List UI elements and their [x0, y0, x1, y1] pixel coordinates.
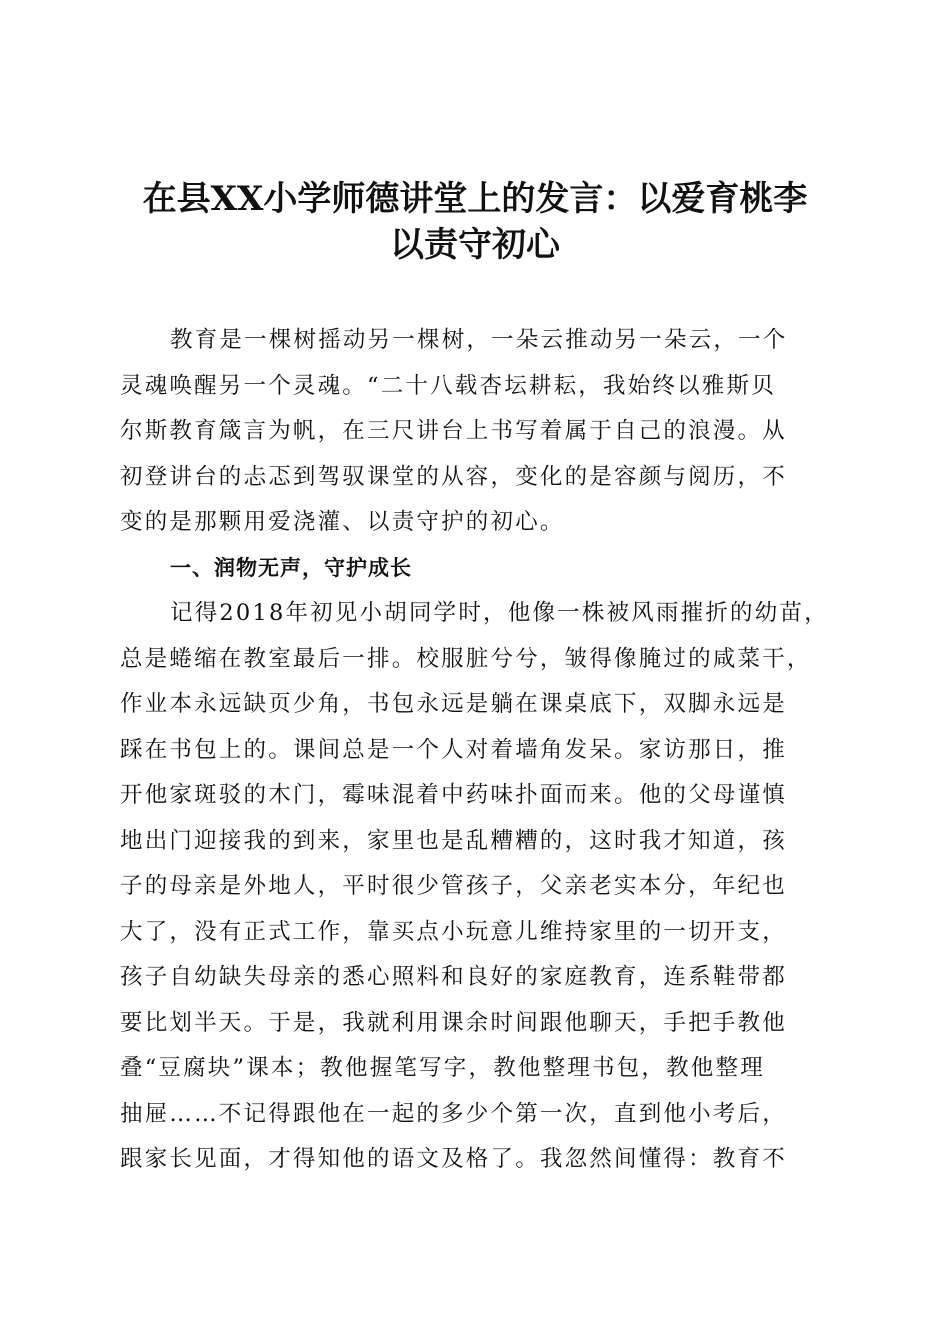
paragraph-2-line: 地出门迎接我的到来，家里也是乱糟糟的，这时我才知道，孩 — [120, 827, 787, 854]
paragraph-1-line: 初登讲台的忐忑到驾驭课堂的从容，变化的是容颜与阅历，不 — [120, 463, 787, 490]
paragraph-2-line: 要比划半天。于是，我就利用课余时间跟他聊天，手把手教他 — [120, 1009, 787, 1036]
document-body — [120, 318, 832, 1183]
paragraph-2-line: 作业本永远缺页少角，书包永远是躺在课桌底下，双脚永远是 — [120, 691, 787, 717]
paragraph-2-line: 记得2018年初见小胡同学时，他像一株被风雨摧折的幼苗， — [170, 600, 829, 626]
paragraph-1-line: 尔斯教育箴言为帆，在三尺讲台上书写着属于自己的浪漫。从 — [120, 418, 787, 444]
paragraph-1-line: 教育是一棵树摇动另一棵树，一朵云推动另一朵云，一个 — [170, 327, 788, 353]
paragraph-2-line: 跟家长见面，才得知他的语文及格了。我忽然间懂得：教育不 — [120, 1146, 787, 1172]
document-title — [110, 176, 840, 268]
title-line-2: 以责守初心 — [390, 225, 560, 265]
paragraph-2-line: 总是蜷缩在教室最后一排。校服脏兮兮，皱得像腌过的咸菜干， — [120, 645, 812, 672]
paragraph-2-line: 叠“豆腐块”课本；教他握笔写字，教他整理书包，教他整理 — [120, 1055, 765, 1081]
paragraph-2-line: 抽屉……不记得跟他在一起的多少个第一次，直到他小考后， — [120, 1100, 787, 1127]
title-line-1: 在县XX小学师德讲堂上的发言：以爱育桃李 — [142, 179, 808, 219]
paragraph-2-line: 开他家斑驳的木门，霉味混着中药味扑面而来。他的父母谨慎 — [120, 782, 787, 808]
paragraph-2-line: 孩子自幼缺失母亲的悉心照料和良好的家庭教育，连系鞋带都 — [120, 964, 787, 990]
paragraph-2-line: 大了，没有正式工作，靠买点小玩意儿维持家里的一切开支， — [120, 918, 787, 945]
section-heading: 一、润物无声，守护成长 — [170, 555, 412, 580]
paragraph-1-line: 变的是那颗用爱浇灌、以责守护的初心。 — [120, 509, 565, 535]
paragraph-2-line: 子的母亲是外地人，平时很少管孩子，父亲老实本分，年纪也 — [120, 873, 787, 899]
paragraph-2-line: 踩在书包上的。课间总是一个人对着墙角发呆。家访那日，推 — [120, 736, 787, 763]
paragraph-1-line: 灵魂唤醒另一个灵魂。“二十八载杏坛耕耘，我始终以雅斯贝 — [120, 372, 776, 399]
